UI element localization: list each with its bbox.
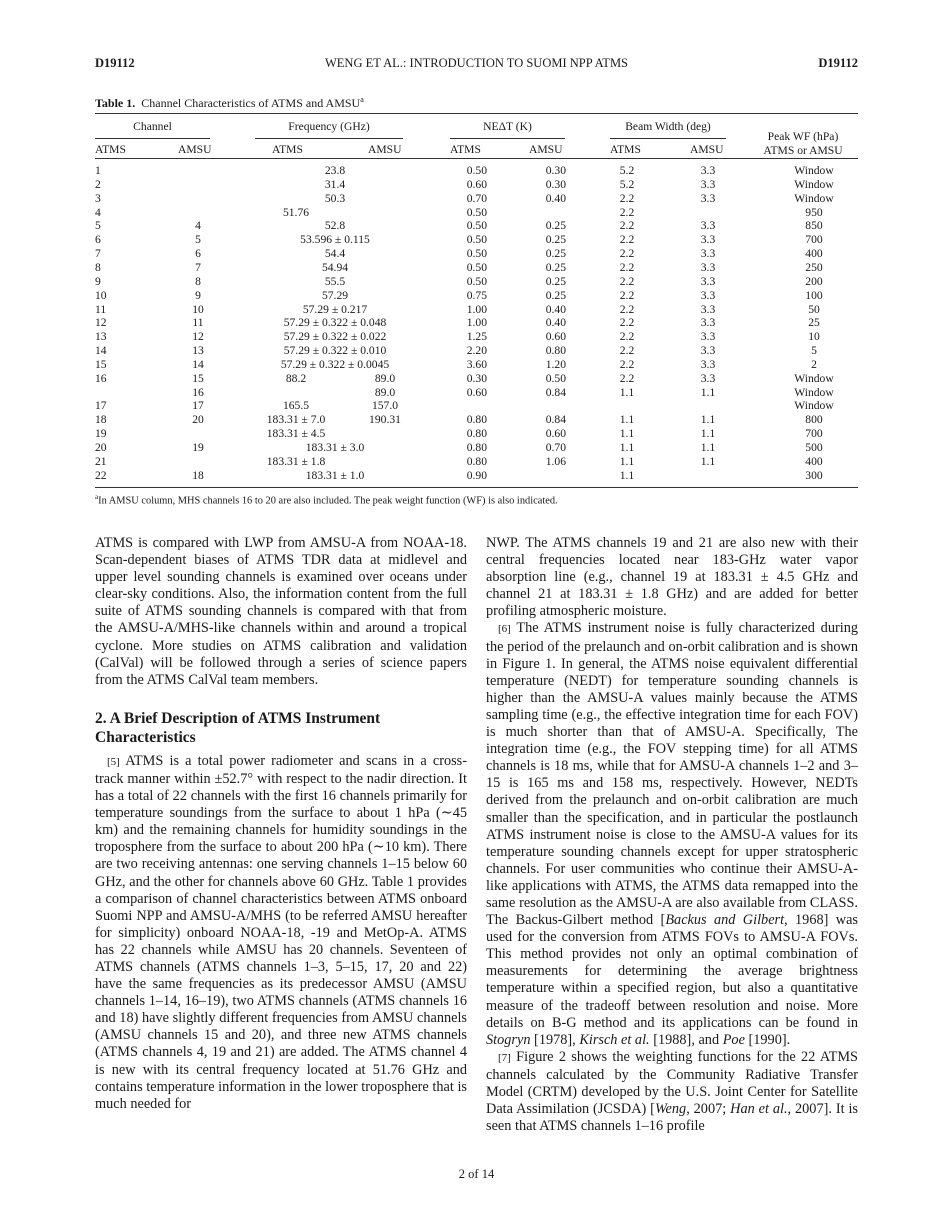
cell-nedt-amsu: 0.25 (545, 288, 566, 302)
header-beam-width: Beam Width (deg) (610, 120, 726, 139)
cell-peak-wf: 700 (805, 427, 823, 441)
cell-nedt-atms: 1.25 (466, 330, 487, 344)
cell-beam-width-amsu: 3.3 (700, 357, 716, 371)
cell-beam-width-atms: 1.1 (619, 454, 635, 468)
cell-frequency-shared: 52.8 (324, 219, 346, 233)
cell-beam-width-amsu: 1.1 (700, 454, 716, 468)
cell-nedt-atms: 0.50 (466, 274, 487, 288)
cell-peak-wf: 100 (805, 288, 823, 302)
cell-beam-width-atms: 2.2 (619, 247, 635, 261)
cell-nedt-atms: 0.80 (466, 427, 487, 441)
cell-beam-width-amsu: 1.1 (700, 441, 716, 454)
cell-channel-amsu: 17 (192, 399, 204, 413)
cell-beam-width-atms: 2.2 (619, 288, 635, 302)
cell-peak-wf: Window (794, 385, 834, 399)
cell-peak-wf: 10 (808, 330, 820, 344)
cell-nedt-amsu: 0.40 (545, 316, 566, 330)
cell-beam-width-atms: 2.2 (619, 219, 635, 233)
cell-channel-atms: 20 (95, 441, 107, 454)
cell-nedt-atms: 0.50 (466, 205, 487, 219)
cell-channel-amsu: 13 (192, 344, 204, 358)
cell-beam-width-amsu: 3.3 (700, 288, 716, 302)
cell-beam-width-amsu: 3.3 (700, 191, 716, 205)
cell-beam-width-amsu: 3.3 (700, 274, 716, 288)
cell-beam-width-amsu: 3.3 (700, 164, 716, 177)
cell-channel-atms: 21 (95, 454, 107, 468)
cell-nedt-atms: 1.00 (466, 316, 487, 330)
cell-nedt-amsu: 1.20 (545, 357, 566, 371)
left-column (95, 535, 467, 1113)
cell-beam-width-amsu: 3.3 (700, 219, 716, 233)
cell-channel-atms: 19 (95, 427, 107, 441)
cell-channel-atms: 9 (95, 274, 101, 288)
citation: Backus and Gilbert (665, 912, 785, 929)
cell-nedt-atms: 0.60 (466, 177, 487, 191)
cell-beam-width-atms: 2.2 (619, 274, 635, 288)
cell-beam-width-atms: 1.1 (619, 413, 635, 427)
cell-channel-amsu: 11 (192, 316, 204, 330)
cell-nedt-atms: 2.20 (466, 344, 487, 358)
cell-channel-atms: 12 (95, 316, 107, 330)
citation: Han et al. (730, 1101, 788, 1118)
cell-nedt-atms: 0.60 (466, 385, 487, 399)
table-row (95, 192, 858, 206)
cell-beam-width-atms: 2.2 (619, 371, 635, 385)
citation: Kirsch et al. (579, 1031, 650, 1048)
cell-peak-wf: 250 (805, 260, 823, 274)
cell-frequency-shared: 54.4 (324, 247, 346, 261)
header-peak-wf: Peak WF (hPa) ATMS or AMSU (763, 130, 843, 157)
cell-nedt-amsu: 0.25 (545, 247, 566, 261)
cell-nedt-atms: 1.00 (466, 302, 487, 316)
paragraph-number: [6] (498, 623, 511, 636)
cell-frequency-shared: 57.29 ± 0.322 ± 0.010 (283, 344, 387, 358)
cell-channel-amsu: 20 (192, 413, 204, 427)
cell-nedt-amsu: 0.80 (545, 344, 566, 358)
cell-channel-amsu: 8 (195, 274, 201, 288)
article-code-right: D19112 (818, 56, 858, 70)
subheader-bw-amsu: AMSU (690, 143, 724, 156)
cell-nedt-amsu: 0.60 (545, 427, 566, 441)
cell-beam-width-amsu: 3.3 (700, 344, 716, 358)
cell-beam-width-amsu: 1.1 (700, 413, 716, 427)
subheader-nedt-atms: ATMS (450, 143, 481, 156)
cell-nedt-amsu: 1.06 (545, 454, 566, 468)
cell-nedt-atms: 0.50 (466, 164, 487, 177)
cell-frequency-amsu: 157.0 (371, 399, 399, 413)
table-row (95, 413, 858, 427)
table-row (95, 455, 858, 469)
cell-channel-atms: 8 (95, 260, 101, 274)
cell-frequency-shared: 57.29 ± 0.217 (302, 302, 368, 316)
table-row (95, 316, 858, 330)
cell-beam-width-atms: 2.2 (619, 302, 635, 316)
table-row (95, 344, 858, 358)
cell-nedt-atms: 0.50 (466, 260, 487, 274)
article-code-left: D19112 (95, 56, 135, 70)
cell-beam-width-atms: 2.2 (619, 330, 635, 344)
table-row (95, 206, 858, 220)
cell-peak-wf: Window (794, 399, 834, 413)
cell-channel-atms: 2 (95, 177, 101, 191)
cell-beam-width-amsu: 3.3 (700, 260, 716, 274)
cell-nedt-atms: 0.80 (466, 454, 487, 468)
table-footnote: $^a$In AMSU column, MHS channels 16 to 20 are also included. The peak weight function (WF) is also indicated. (95, 487, 858, 506)
table-header (95, 114, 858, 158)
cell-beam-width-atms: 2.2 (619, 316, 635, 330)
header-nedt: NEΔT (K) (450, 120, 565, 139)
cell-channel-amsu: 9 (195, 288, 201, 302)
cell-frequency-shared: 57.29 ± 0.322 ± 0.0045 (280, 357, 390, 371)
cell-frequency-atms: 183.31 ± 4.5 (266, 427, 326, 441)
table-row (95, 427, 858, 441)
cell-frequency-atms: 165.5 (282, 399, 310, 413)
cell-frequency-atms: 183.31 ± 1.8 (266, 454, 326, 468)
cell-channel-atms: 1 (95, 164, 101, 177)
table-caption (95, 95, 364, 111)
citation: Stogryn (486, 1031, 531, 1048)
running-head (95, 56, 858, 71)
cell-frequency-shared: 53.596 ± 0.115 (300, 233, 370, 247)
table-row (95, 330, 858, 344)
channel-table (95, 113, 858, 506)
cell-channel-amsu: 14 (192, 357, 204, 371)
cell-frequency-shared: 23.8 (324, 164, 346, 177)
cell-beam-width-atms: 2.2 (619, 233, 635, 247)
cell-peak-wf: 400 (805, 454, 823, 468)
cell-beam-width-atms: 2.2 (619, 191, 635, 205)
paragraph-number: [5] (107, 755, 120, 768)
table-row (95, 372, 858, 386)
cell-frequency-shared: 54.94 (321, 260, 349, 274)
cell-channel-atms: 16 (95, 371, 107, 385)
cell-peak-wf: Window (794, 177, 834, 191)
cell-beam-width-amsu: 3.3 (700, 302, 716, 316)
cell-frequency-shared: 31.4 (324, 177, 346, 191)
cell-peak-wf: 950 (805, 205, 823, 219)
cell-frequency-shared: 183.31 ± 3.0 (305, 441, 365, 454)
cell-frequency-shared: 183.31 ± 1.0 (305, 468, 365, 482)
table-row (95, 219, 858, 233)
cell-channel-amsu: 4 (195, 219, 201, 233)
cell-peak-wf: Window (794, 164, 834, 177)
cell-nedt-amsu: 0.40 (545, 191, 566, 205)
cell-peak-wf: 500 (805, 441, 823, 454)
subheader-bw-atms: ATMS (610, 143, 641, 156)
cell-beam-width-amsu: 3.3 (700, 371, 716, 385)
cell-channel-amsu: 15 (192, 371, 204, 385)
cell-peak-wf: 700 (805, 233, 823, 247)
cell-channel-amsu: 10 (192, 302, 204, 316)
header-frequency: Frequency (GHz) (255, 120, 403, 139)
cell-nedt-atms: 0.75 (466, 288, 487, 302)
cell-channel-atms: 18 (95, 413, 107, 427)
cell-peak-wf: 2 (811, 357, 817, 371)
cell-nedt-amsu: 0.40 (545, 302, 566, 316)
table-row (95, 178, 858, 192)
cell-channel-atms: 17 (95, 399, 107, 413)
cell-nedt-atms: 0.90 (466, 468, 487, 482)
table-row (95, 261, 858, 275)
cell-nedt-atms: 0.80 (466, 441, 487, 454)
cell-channel-amsu: 5 (195, 233, 201, 247)
cell-nedt-atms: 0.70 (466, 191, 487, 205)
cell-channel-atms: 10 (95, 288, 107, 302)
cell-frequency-amsu: 190.31 (369, 413, 401, 427)
cell-peak-wf: 300 (805, 468, 823, 482)
cell-channel-amsu: 7 (195, 260, 201, 274)
paragraph-number: [7] (498, 1051, 511, 1064)
cell-channel-atms: 4 (95, 205, 101, 219)
cell-peak-wf: 25 (808, 316, 820, 330)
cell-frequency-shared: 55.5 (324, 274, 346, 288)
table-title-note: a (360, 95, 364, 104)
subheader-nedt-amsu: AMSU (529, 143, 563, 156)
cell-beam-width-amsu: 3.3 (700, 330, 716, 344)
cell-beam-width-atms: 2.2 (619, 260, 635, 274)
cell-peak-wf: Window (794, 191, 834, 205)
cell-channel-atms: 5 (95, 219, 101, 233)
cell-nedt-amsu: 0.84 (545, 385, 566, 399)
cell-beam-width-atms: 5.2 (619, 164, 635, 177)
citation: Weng (654, 1101, 687, 1118)
table-row (95, 247, 858, 261)
cell-beam-width-amsu: 3.3 (700, 177, 716, 191)
table-row (95, 399, 858, 413)
cell-nedt-amsu: 0.25 (545, 219, 566, 233)
cell-nedt-amsu: 0.30 (545, 164, 566, 177)
paragraph: [5] ATMS is a total power radiometer and scans in a cross-track manner within ±52.7° with respect to the nadir direction. It has a total of 22 channels with the first 16 channels primarily for temperature soundings from the surface to about 1 hPa (∼45 km) and the remaining channels for humidity soundings in the troposphere from the surface to about 200 hPa (∼10 km). There are two receiving antennas: one serving channels 1–15 below 60 GHz, and the other for channels above 60 GHz. Table 1 provides a comparison of channel characteristics between ATMS onboard Suomi NPP and AMSU-A/MHS (to be referred AMSU hereafter for simplicity) onboard NOAA-18, -19 and MetOp-A. ATMS has 22 channels while AMSU has 20 channels. Seventeen of ATMS channels (ATMS channels 1–3, 5–15, 17, 20 and 22) have the same frequencies as its predecessor AMSU (AMSU channels 1–14, 16–19), two ATMS channels (ATMS channels 16 and 18) have slightly different frequencies from AMSU channels (AMSU channels 15 and 20), and three new ATMS channels (ATMS channels 4, 19 and 21) are added. The ATMS channel 4 is new with its central frequency located at 51.76 GHz and contains temperature information in the lower troposphere that is much needed for (95, 752, 467, 1112)
table-body (95, 158, 858, 487)
citation: Poe (722, 1031, 745, 1048)
header-channel: Channel (95, 120, 210, 139)
cell-channel-atms: 14 (95, 344, 107, 358)
cell-peak-wf: 850 (805, 219, 823, 233)
cell-nedt-amsu: 0.30 (545, 177, 566, 191)
cell-beam-width-atms: 1.1 (619, 385, 635, 399)
paragraph: ATMS is compared with LWP from AMSU-A from NOAA-18. Scan-dependent biases of ATMS TDR data at midlevel and upper level sounding channels is examined over oceans under clear-sky conditions. Also, the information content from the full suite of ATMS sounding channels is compared with that from the AMSU-A/MHS-like channels within and around a tropical cyclone. More studies on ATMS calibration and validation (CalVal) will be followed through a series of science papers from the ATMS CalVal team members. (95, 535, 467, 688)
cell-nedt-amsu: 0.25 (545, 233, 566, 247)
cell-beam-width-amsu: 1.1 (700, 427, 716, 441)
cell-beam-width-atms: 2.2 (619, 205, 635, 219)
cell-peak-wf: 400 (805, 247, 823, 261)
table-title: Channel Characteristics of ATMS and AMSU (141, 96, 361, 110)
cell-nedt-amsu: 0.60 (545, 330, 566, 344)
subheader-channel-amsu: AMSU (178, 143, 212, 156)
cell-beam-width-atms: 1.1 (619, 468, 635, 482)
subheader-freq-atms: ATMS (272, 143, 303, 156)
cell-nedt-atms: 0.80 (466, 413, 487, 427)
table-row (95, 275, 858, 289)
cell-channel-amsu: 19 (192, 441, 204, 454)
cell-nedt-amsu: 0.84 (545, 413, 566, 427)
cell-channel-amsu: 12 (192, 330, 204, 344)
cell-peak-wf: 200 (805, 274, 823, 288)
cell-beam-width-atms: 2.2 (619, 357, 635, 371)
table-label: Table 1. (95, 96, 136, 110)
cell-channel-atms: 11 (95, 302, 107, 316)
cell-frequency-atms: 88.2 (285, 371, 307, 385)
table-row (95, 164, 858, 178)
cell-nedt-atms: 3.60 (466, 357, 487, 371)
cell-channel-atms: 7 (95, 247, 101, 261)
cell-channel-atms: 22 (95, 468, 107, 482)
cell-beam-width-atms: 2.2 (619, 344, 635, 358)
cell-nedt-amsu: 0.25 (545, 274, 566, 288)
right-column (486, 535, 858, 1135)
cell-nedt-atms: 0.50 (466, 233, 487, 247)
table-row (95, 289, 858, 303)
cell-frequency-amsu: 89.0 (374, 371, 396, 385)
cell-channel-atms: 13 (95, 330, 107, 344)
cell-nedt-atms: 0.30 (466, 371, 487, 385)
cell-frequency-shared: 57.29 ± 0.322 ± 0.048 (283, 316, 387, 330)
cell-beam-width-amsu: 3.3 (700, 247, 716, 261)
cell-peak-wf: 800 (805, 413, 823, 427)
cell-nedt-atms: 0.50 (466, 219, 487, 233)
cell-peak-wf: 50 (808, 302, 820, 316)
table-row (95, 441, 858, 455)
table-row (95, 358, 858, 372)
table-row (95, 233, 858, 247)
paragraph: [6] The ATMS instrument noise is fully characterized during the period of the prelaunch and on-orbit calibration and is shown in Figure 1. In general, the ATMS noise equivalent differential temperature (NEDT) for temperature sounding channels is higher than the AMSU-A values mainly because the ATMS sampling time (e.g., the effective integration time for each FOV) is much shorter than that of AMSU-A. Specifically, The integration time (e.g., the FOV stepping time) for all ATMS channels is 18 ms, while that for AMSU-A channels 1–2 and 3–15 is 165 ms and 158 ms, respectively. However, NEDTs derived from the prelaunch and on-orbit calibration are much smaller than the specification, and in particular the postlaunch ATMS instrument noise is close to the AMSU-A values for its temperature sounding channels except for upper stratospheric channels. For user communities who continue their AMSU-A-like applications with ATMS, the ATMS data remapped into the same resolution as the AMSU-A are also available from CLASS. The Backus-Gilbert method [Backus and Gilbert, 1968] was used for the conversion from ATMS FOVs to AMSU-A FOVs. This method provides not only an optimal combination of measurements for determining the average brightness temperature within a specified region, but also a quantitative measure of the tradeoff between resolution and noise. More details on B-G method and its applications can be found in Stogryn [1978], Kirsch et al. [1988], and Poe [1990]. (486, 620, 858, 1048)
cell-beam-width-amsu: 3.3 (700, 316, 716, 330)
cell-beam-width-atms: 1.1 (619, 427, 635, 441)
cell-peak-wf: 5 (811, 344, 817, 358)
cell-beam-width-amsu: 1.1 (700, 385, 716, 399)
paragraph: NWP. The ATMS channels 19 and 21 are also new with their central frequencies located near 183-GHz water vapor absorption line (e.g., channel 19 at 183.31 ± 4.5 GHz and channel 21 at 183.31 ± 1.8 GHz) and are added for better profiling atmospheric moisture. (486, 535, 858, 620)
cell-channel-amsu: 16 (192, 385, 204, 399)
cell-frequency-atms: 51.76 (282, 205, 310, 219)
section-heading: 2. A Brief Description of ATMS Instrument Characteristics (95, 709, 381, 746)
subheader-freq-amsu: AMSU (368, 143, 402, 156)
cell-beam-width-amsu: 3.3 (700, 233, 716, 247)
cell-nedt-amsu: 0.25 (545, 260, 566, 274)
cell-channel-amsu: 18 (192, 468, 204, 482)
cell-frequency-shared: 57.29 ± 0.322 ± 0.022 (283, 330, 387, 344)
cell-frequency-shared: 57.29 (321, 288, 349, 302)
cell-beam-width-atms: 1.1 (619, 441, 635, 454)
cell-channel-atms: 15 (95, 357, 107, 371)
cell-nedt-amsu: 0.50 (545, 371, 566, 385)
running-title: WENG ET AL.: INTRODUCTION TO SUOMI NPP ATMS (324, 56, 629, 70)
cell-peak-wf: Window (794, 371, 834, 385)
cell-beam-width-atms: 5.2 (619, 177, 635, 191)
subheader-channel-atms: ATMS (95, 143, 126, 156)
cell-channel-atms: 6 (95, 233, 101, 247)
page-number: 2 of 14 (458, 1167, 495, 1181)
cell-nedt-amsu: 0.70 (545, 441, 566, 454)
cell-frequency-amsu: 89.0 (374, 385, 396, 399)
cell-nedt-atms: 0.50 (466, 247, 487, 261)
cell-channel-atms: 3 (95, 191, 101, 205)
table-row (95, 303, 858, 317)
cell-frequency-shared: 50.3 (324, 191, 346, 205)
cell-frequency-atms: 183.31 ± 7.0 (266, 413, 326, 427)
paragraph: [7] Figure 2 shows the weighting functions for the 22 ATMS channels calculated by the Community Radiative Transfer Model (CRTM) developed by the U.S. Joint Center for Satellite Data Assimilation (JCSDA) [Weng, 2007; Han et al., 2007]. It is seen that ATMS channels 1–16 profile (486, 1048, 858, 1135)
cell-channel-amsu: 6 (195, 247, 201, 261)
table-row (95, 469, 858, 483)
table-row (95, 386, 858, 400)
